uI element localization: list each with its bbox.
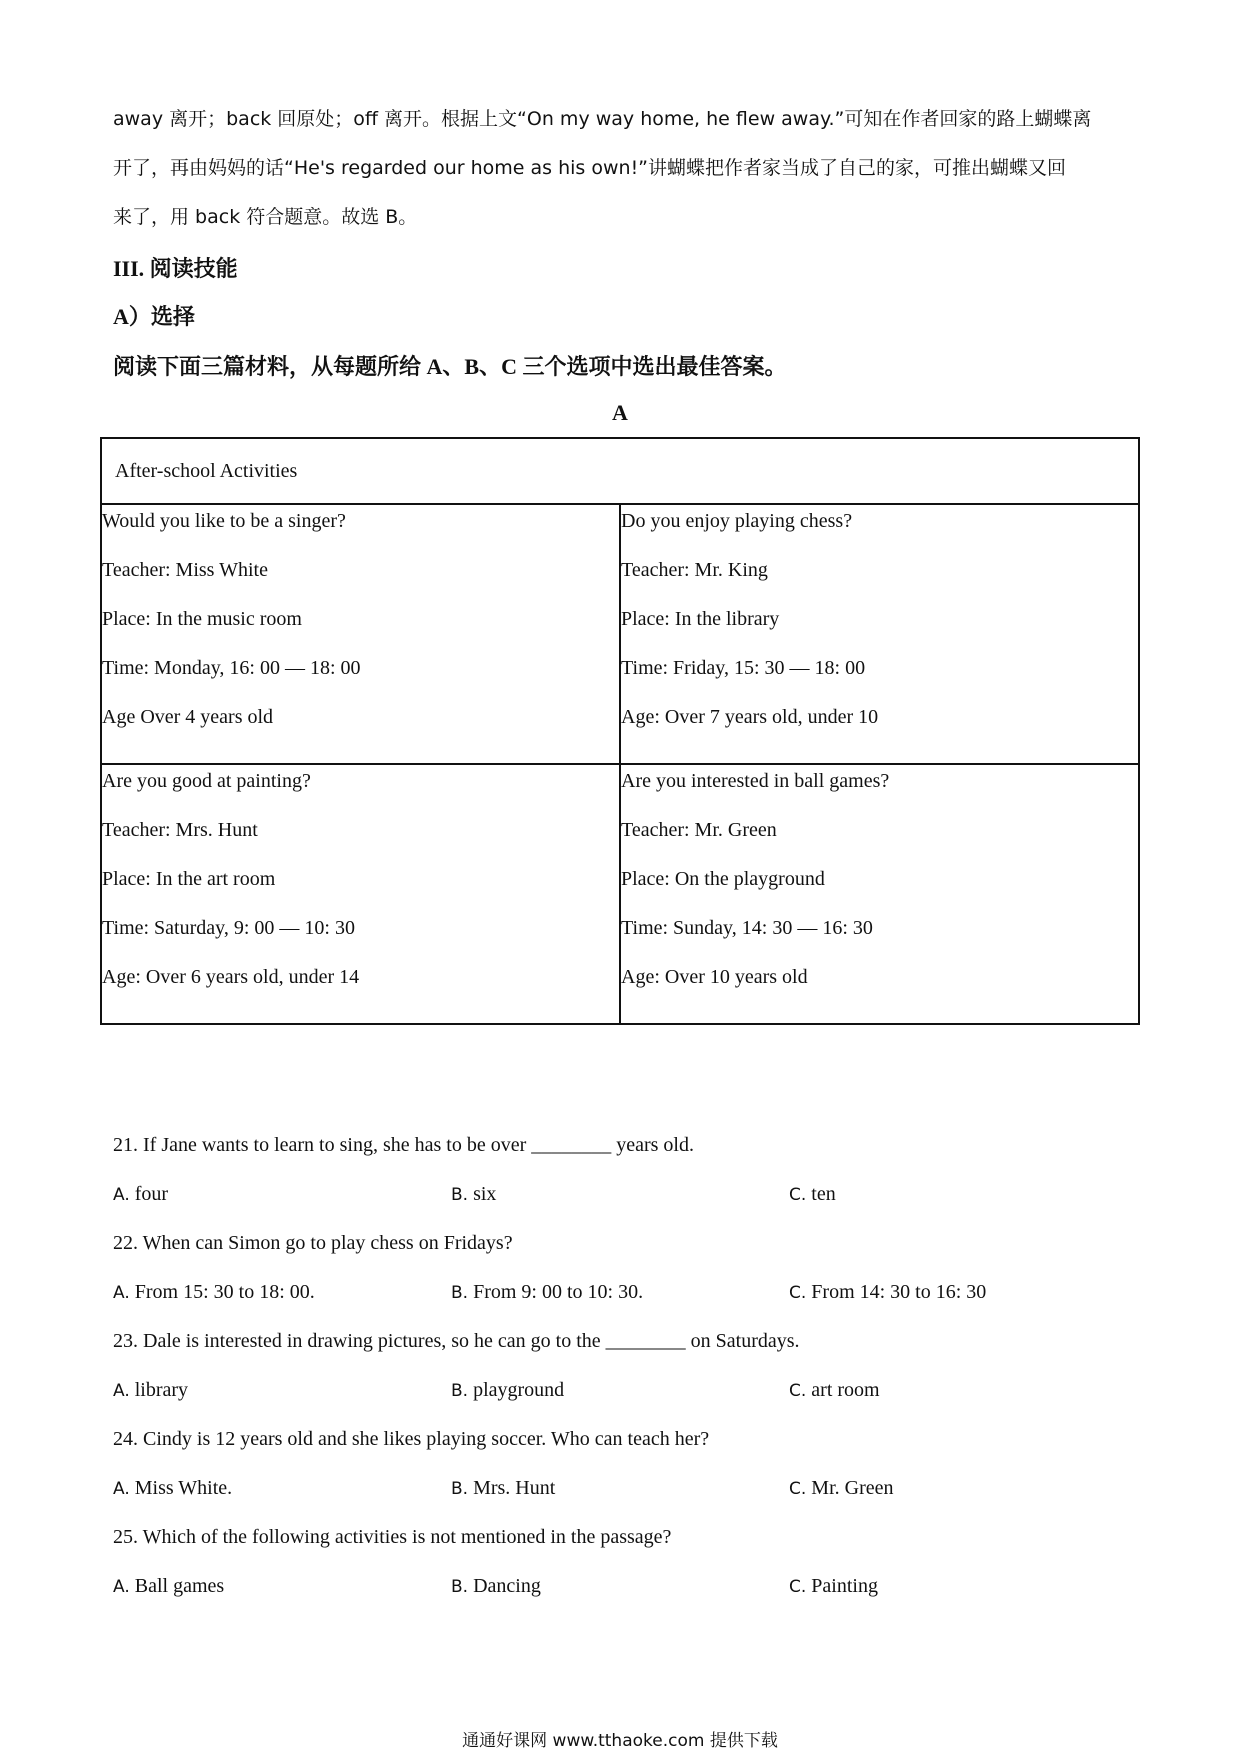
activity-cell-singing (101, 504, 620, 764)
section-title: III. 阅读技能 (113, 256, 238, 281)
activity-place: Place: On the playground (621, 868, 825, 890)
option-text: four (129, 1183, 169, 1205)
option-b[interactable] (451, 1571, 789, 1620)
activity-age: Age Over 4 years old (102, 706, 274, 728)
activity-teacher: Teacher: Mr. Green (621, 819, 777, 841)
question-stem: 25. Which of the following activities is not mentioned in the passage? (113, 1526, 672, 1548)
activity-teacher: Teacher: Miss White (102, 559, 268, 581)
question-item (113, 1326, 1133, 1424)
option-c[interactable] (789, 1473, 1127, 1522)
activities-table (100, 437, 1140, 1025)
question-stem: 22. When can Simon go to play chess on Fridays? (113, 1232, 513, 1254)
activity-question: Would you like to be a singer? (102, 510, 346, 532)
option-b[interactable] (451, 1277, 789, 1326)
explanation-line: away 离开；back 回原处；off 离开。根据上文“On my way home, he flew away.”可知在作者回家的路上蝴蝶离 (113, 108, 1092, 130)
answer-options (113, 1571, 1133, 1620)
option-a[interactable] (113, 1179, 451, 1228)
option-text: From 14: 30 to 16: 30 (806, 1281, 987, 1303)
option-c[interactable] (789, 1571, 1127, 1620)
option-letter: A. (113, 1381, 130, 1401)
activity-time: Time: Friday, 15: 30 — 18: 00 (621, 657, 866, 679)
answer-options (113, 1473, 1133, 1522)
option-a[interactable] (113, 1375, 451, 1424)
activity-time: Time: Saturday, 9: 00 — 10: 30 (102, 917, 355, 939)
option-letter: A. (113, 1577, 130, 1597)
option-letter: B. (451, 1577, 469, 1597)
activity-place: Place: In the art room (102, 868, 276, 890)
option-c[interactable] (789, 1277, 1127, 1326)
activity-age: Age: Over 6 years old, under 14 (102, 966, 360, 988)
section-subtitle: A）选择 (113, 304, 195, 329)
question-item (113, 1228, 1133, 1326)
option-letter: C. (789, 1185, 807, 1205)
option-letter: C. (789, 1283, 807, 1303)
activity-place: Place: In the library (621, 608, 780, 630)
section-instruction: 阅读下面三篇材料，从每题所给 A、B、C 三个选项中选出最佳答案。 (113, 354, 787, 379)
option-text: art room (806, 1379, 880, 1401)
option-b[interactable] (451, 1473, 789, 1522)
question-item (113, 1130, 1133, 1228)
option-letter: C. (789, 1479, 807, 1499)
activity-teacher: Teacher: Mr. King (621, 559, 768, 581)
activity-age: Age: Over 7 years old, under 10 (621, 706, 879, 728)
option-text: Mrs. Hunt (468, 1477, 556, 1499)
activity-time: Time: Sunday, 14: 30 — 16: 30 (621, 917, 873, 939)
option-letter: B. (451, 1185, 469, 1205)
passage-label: A (612, 400, 628, 425)
activity-cell-painting (101, 764, 620, 1024)
option-text: library (129, 1379, 189, 1401)
question-stem: 23. Dale is interested in drawing pictures, so he can go to the ________ on Saturdays. (113, 1330, 800, 1352)
option-a[interactable] (113, 1571, 451, 1620)
page-footer: 通通好课网 www.tthaoke.com 提供下载 (462, 1731, 778, 1751)
activity-cell-chess (620, 504, 1139, 764)
option-text: Miss White. (129, 1477, 233, 1499)
option-a[interactable] (113, 1473, 451, 1522)
option-text: ten (806, 1183, 836, 1205)
activity-question: Are you interested in ball games? (621, 770, 890, 792)
answer-options (113, 1375, 1133, 1424)
option-letter: A. (113, 1283, 130, 1303)
option-letter: B. (451, 1283, 469, 1303)
question-item (113, 1424, 1133, 1522)
explanation-paragraph (113, 95, 1133, 242)
option-c[interactable] (789, 1375, 1127, 1424)
option-letter: C. (789, 1381, 807, 1401)
option-text: From 15: 30 to 18: 00. (129, 1281, 315, 1303)
activity-place: Place: In the music room (102, 608, 302, 630)
option-text: six (468, 1183, 497, 1205)
option-a[interactable] (113, 1277, 451, 1326)
option-letter: A. (113, 1185, 130, 1205)
answer-options (113, 1277, 1133, 1326)
activity-question: Do you enjoy playing chess? (621, 510, 853, 532)
table-title: After-school Activities (101, 438, 1139, 504)
activity-time: Time: Monday, 16: 00 — 18: 00 (102, 657, 361, 679)
option-letter: B. (451, 1381, 469, 1401)
question-stem: 24. Cindy is 12 years old and she likes playing soccer. Who can teach her? (113, 1428, 710, 1450)
question-item (113, 1522, 1133, 1620)
option-b[interactable] (451, 1375, 789, 1424)
option-b[interactable] (451, 1179, 789, 1228)
option-letter: C. (789, 1577, 807, 1597)
option-letter: A. (113, 1479, 130, 1499)
activity-teacher: Teacher: Mrs. Hunt (102, 819, 258, 841)
option-text: Mr. Green (806, 1477, 894, 1499)
explanation-line: 来了，用 back 符合题意。故选 B。 (113, 206, 418, 228)
option-text: playground (468, 1379, 565, 1401)
activity-cell-ball-games (620, 764, 1139, 1024)
explanation-line: 开了，再由妈妈的话“He's regarded our home as his own!”讲蝴蝶把作者家当成了自己的家，可推出蝴蝶又回 (113, 157, 1067, 179)
question-stem: 21. If Jane wants to learn to sing, she has to be over ________ years old. (113, 1134, 694, 1156)
option-text: Painting (806, 1575, 878, 1597)
option-text: From 9: 00 to 10: 30. (468, 1281, 644, 1303)
question-list (113, 1130, 1133, 1620)
option-text: Dancing (468, 1575, 541, 1597)
option-text: Ball games (129, 1575, 225, 1597)
answer-options (113, 1179, 1133, 1228)
activity-question: Are you good at painting? (102, 770, 311, 792)
activity-age: Age: Over 10 years old (621, 966, 808, 988)
option-c[interactable] (789, 1179, 1127, 1228)
option-letter: B. (451, 1479, 469, 1499)
